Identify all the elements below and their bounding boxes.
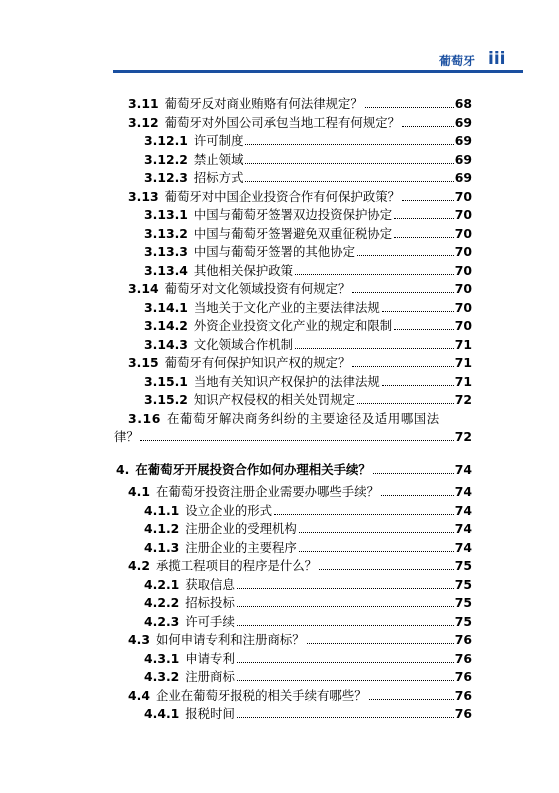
toc-entry-page: 71	[454, 373, 472, 389]
toc-entry-page: 69	[454, 151, 472, 167]
dot-leader	[295, 348, 454, 349]
toc-entry-number: 3.15.2	[144, 392, 188, 407]
dot-leader	[140, 440, 454, 441]
page-number: iii	[488, 49, 506, 69]
dot-leader	[237, 588, 454, 589]
toc-entry[interactable]	[114, 650, 472, 669]
toc-entry-number: 4.2.2	[144, 595, 180, 610]
toc-entry-title: 设立企业的形式	[185, 502, 273, 518]
dot-leader	[373, 473, 454, 474]
toc-entry-page: 69	[454, 114, 472, 130]
dot-leader	[369, 699, 454, 700]
toc-entry-title: 报税时间	[185, 706, 235, 721]
toc-entry-title: 承揽工程项目的程序是什么？	[155, 558, 318, 573]
toc-entry-page: 75	[454, 576, 472, 592]
toc-entry-page: 74	[454, 484, 472, 499]
dot-leader	[352, 366, 453, 367]
toc-entry-title: 当地有关知识产权保护的法律法规	[193, 373, 380, 389]
toc-entry-number: 3.16	[128, 410, 161, 426]
toc-entry[interactable]	[114, 354, 472, 373]
toc-entry[interactable]	[114, 613, 472, 632]
toc-entry[interactable]	[114, 557, 472, 576]
toc-entry-page: 69	[454, 170, 472, 185]
toc-entry-number: 4.1.2	[144, 521, 180, 536]
toc-entry-page: 70	[454, 207, 472, 222]
toc-entry-title: 中国与葡萄牙签署避免双重征税协定	[193, 225, 393, 241]
toc-entry-page: 74	[454, 539, 472, 555]
toc-entry-number: 4.3.1	[144, 650, 180, 666]
toc-entry-title-line2: 律？	[114, 429, 139, 444]
toc-entry[interactable]	[114, 280, 472, 299]
toc-entry-number: 3.14.2	[144, 318, 188, 333]
toc-entry-number: 3.15.1	[144, 373, 188, 389]
toc-entry-title: 中国与葡萄牙签署的其他协定	[193, 244, 355, 259]
toc-entry-title: 知识产权侵权的相关处罚规定	[193, 392, 355, 407]
toc-entry[interactable]	[114, 169, 472, 188]
toc-entry-number: 3.12	[128, 114, 159, 130]
toc-entry-number: 4.3.2	[144, 669, 180, 684]
toc-entry-page: 70	[454, 299, 472, 315]
toc-entry-title: 注册商标	[185, 669, 235, 684]
toc-entry-number: 3.13.4	[144, 262, 188, 278]
toc-entry-title: 许可手续	[185, 613, 235, 629]
toc-entry-page: 75	[454, 595, 472, 610]
toc-entry-number: 3.13	[128, 188, 159, 204]
toc-entry-number: 4.2.3	[144, 613, 180, 629]
toc-entry-title: 许可制度	[193, 133, 244, 148]
toc-entry[interactable]	[114, 687, 472, 706]
toc-entry-number: 3.12.2	[144, 151, 188, 167]
toc-entry-page: 76	[454, 669, 472, 684]
toc-entry-number: 3.13.2	[144, 225, 188, 241]
dot-leader	[237, 717, 454, 718]
dot-leader	[357, 255, 454, 256]
toc-entry[interactable]	[114, 243, 472, 262]
toc-entry-page: 70	[454, 281, 472, 296]
dot-leader	[307, 643, 454, 644]
dot-leader	[299, 551, 454, 552]
toc-entry-page: 72	[454, 392, 472, 407]
toc-chapter-4[interactable]	[114, 461, 472, 480]
toc-entry-number: 3.13.3	[144, 244, 188, 259]
toc-entry-title: 葡萄牙反对商业贿赂有何法律规定？	[164, 96, 363, 111]
toc-entry-number: 3.14.1	[144, 299, 188, 315]
toc-chapter-title: 在葡萄牙开展投资合作如何办理相关手续？	[135, 461, 371, 477]
toc-entry-page: 76	[454, 650, 472, 666]
toc-section-3	[114, 95, 472, 410]
toc-entry-title-line1: 在葡萄牙解决商务纠纷的主要途径及适用哪国法	[166, 410, 440, 426]
toc-entry-number: 3.11	[128, 96, 159, 111]
toc-entry-page: 70	[454, 262, 472, 278]
dot-leader	[394, 237, 454, 238]
toc-entry-number: 4.2.1	[144, 576, 180, 592]
toc-entry-page: 75	[454, 558, 472, 573]
toc-entry[interactable]	[114, 576, 472, 595]
toc-entry[interactable]	[114, 225, 472, 244]
toc-entry-page: 70	[454, 188, 472, 204]
toc-entry-title: 在葡萄牙投资注册企业需要办哪些手续？	[155, 484, 379, 499]
toc-entry-page: 74	[454, 521, 472, 536]
toc-entry-3-16[interactable]	[114, 410, 472, 447]
toc-entry-page: 74	[454, 502, 472, 518]
toc-entry-title: 葡萄牙对外国公司承包当地工程有何规定？	[164, 114, 400, 130]
toc-entry-title: 如何申请专利和注册商标？	[155, 632, 305, 647]
toc-entry-title: 葡萄牙对中国企业投资合作有何保护政策？	[164, 188, 400, 204]
toc-entry[interactable]	[114, 206, 472, 225]
running-header-title: 葡萄牙	[438, 54, 475, 68]
toc-entry-page: 71	[454, 336, 472, 352]
toc-entry-number: 4.4.1	[144, 706, 180, 721]
dot-leader	[381, 495, 454, 496]
toc-entry-title: 外资企业投资文化产业的规定和限制	[193, 318, 393, 333]
toc-entry-title: 葡萄牙对文化领域投资有何规定？	[164, 281, 351, 296]
dot-leader	[299, 532, 454, 533]
dot-leader	[394, 218, 454, 219]
toc-entry[interactable]	[114, 668, 472, 687]
toc-entry[interactable]	[114, 262, 472, 281]
toc-entry-page: 70	[454, 318, 472, 333]
dot-leader	[274, 514, 454, 515]
toc-entry-number: 3.13.1	[144, 207, 188, 222]
toc-entry-number: 3.12.3	[144, 170, 188, 185]
dot-leader	[352, 292, 453, 293]
toc-entry-title: 葡萄牙有何保护知识产权的规定？	[164, 355, 351, 370]
toc-entry[interactable]	[114, 188, 472, 207]
header-rule	[113, 70, 523, 73]
toc-entry[interactable]	[114, 95, 472, 114]
toc-entry-number: 4.4	[128, 687, 150, 703]
toc-entry-title: 申请专利	[185, 650, 235, 666]
toc-entry-page: 70	[454, 244, 472, 259]
toc-entry-number: 4.2	[128, 558, 150, 573]
toc-entry[interactable]	[114, 391, 472, 410]
toc-chapter-number: 4.	[116, 461, 130, 477]
dot-leader	[365, 107, 454, 108]
toc-entry-page: 75	[454, 613, 472, 629]
toc-entry-page: 68	[454, 96, 472, 111]
toc-entry-title: 注册企业的受理机构	[185, 521, 297, 536]
dot-leader	[245, 163, 453, 164]
dot-leader	[237, 606, 454, 607]
toc-entry-number: 3.14	[128, 281, 159, 296]
toc-entry[interactable]	[114, 631, 472, 650]
dot-leader	[382, 311, 454, 312]
toc-entry-title: 禁止领域	[193, 151, 244, 167]
toc-entry-number: 4.1	[128, 484, 150, 499]
toc-entry[interactable]	[114, 483, 472, 502]
toc-entry[interactable]	[114, 705, 472, 724]
toc-entry[interactable]	[114, 539, 472, 558]
dot-leader	[402, 200, 454, 201]
toc-entry[interactable]	[114, 594, 472, 613]
toc-chapter-page: 74	[454, 461, 472, 477]
toc-entry[interactable]	[114, 520, 472, 539]
toc-entry[interactable]	[114, 317, 472, 336]
toc-entry-page: 70	[454, 225, 472, 241]
toc-entry-title: 获取信息	[185, 576, 235, 592]
toc-entry[interactable]	[114, 151, 472, 170]
toc-entry-number: 4.1.1	[144, 502, 180, 518]
toc-entry-title: 企业在葡萄牙报税的相关手续有哪些？	[155, 687, 367, 703]
dot-leader	[402, 126, 454, 127]
toc-entry-title: 中国与葡萄牙签署双边投资保护协定	[193, 207, 393, 222]
dot-leader	[245, 144, 453, 145]
toc-entry-page: 69	[454, 133, 472, 148]
toc-entry[interactable]	[114, 373, 472, 392]
dot-leader	[237, 625, 454, 626]
toc-entry-title: 注册企业的主要程序	[185, 539, 297, 555]
toc-entry-title: 招标投标	[185, 595, 235, 610]
toc-entry-number: 3.15	[128, 355, 159, 370]
toc-entry-number: 4.3	[128, 632, 150, 647]
toc-entry-page: 71	[454, 355, 472, 370]
toc-entry[interactable]	[114, 336, 472, 355]
toc-entry-number: 3.12.1	[144, 133, 188, 148]
dot-leader	[237, 662, 454, 663]
toc-entry[interactable]	[114, 114, 472, 133]
toc-entry-title: 当地关于文化产业的主要法律法规	[193, 299, 380, 315]
toc-entry[interactable]	[114, 502, 472, 521]
dot-leader	[319, 569, 454, 570]
toc-entry-page: 72	[454, 429, 472, 444]
dot-leader	[295, 274, 454, 275]
toc-entry-page: 76	[454, 706, 472, 721]
toc-entry-title: 文化领域合作机制	[193, 336, 294, 352]
toc-entry[interactable]	[114, 132, 472, 151]
dot-leader	[382, 385, 454, 386]
toc-entry-title: 招标方式	[193, 170, 244, 185]
toc-entry-page: 76	[454, 632, 472, 647]
toc-entry-number: 4.1.3	[144, 539, 180, 555]
dot-leader	[237, 680, 454, 681]
toc-section-4	[114, 483, 472, 724]
toc-entry-page: 76	[454, 687, 472, 703]
dot-leader	[245, 181, 453, 182]
dot-leader	[357, 403, 454, 404]
table-of-contents	[114, 95, 472, 724]
toc-entry[interactable]	[114, 299, 472, 318]
toc-entry-title: 其他相关保护政策	[193, 262, 294, 278]
toc-entry-number: 3.14.3	[144, 336, 188, 352]
dot-leader	[394, 329, 454, 330]
